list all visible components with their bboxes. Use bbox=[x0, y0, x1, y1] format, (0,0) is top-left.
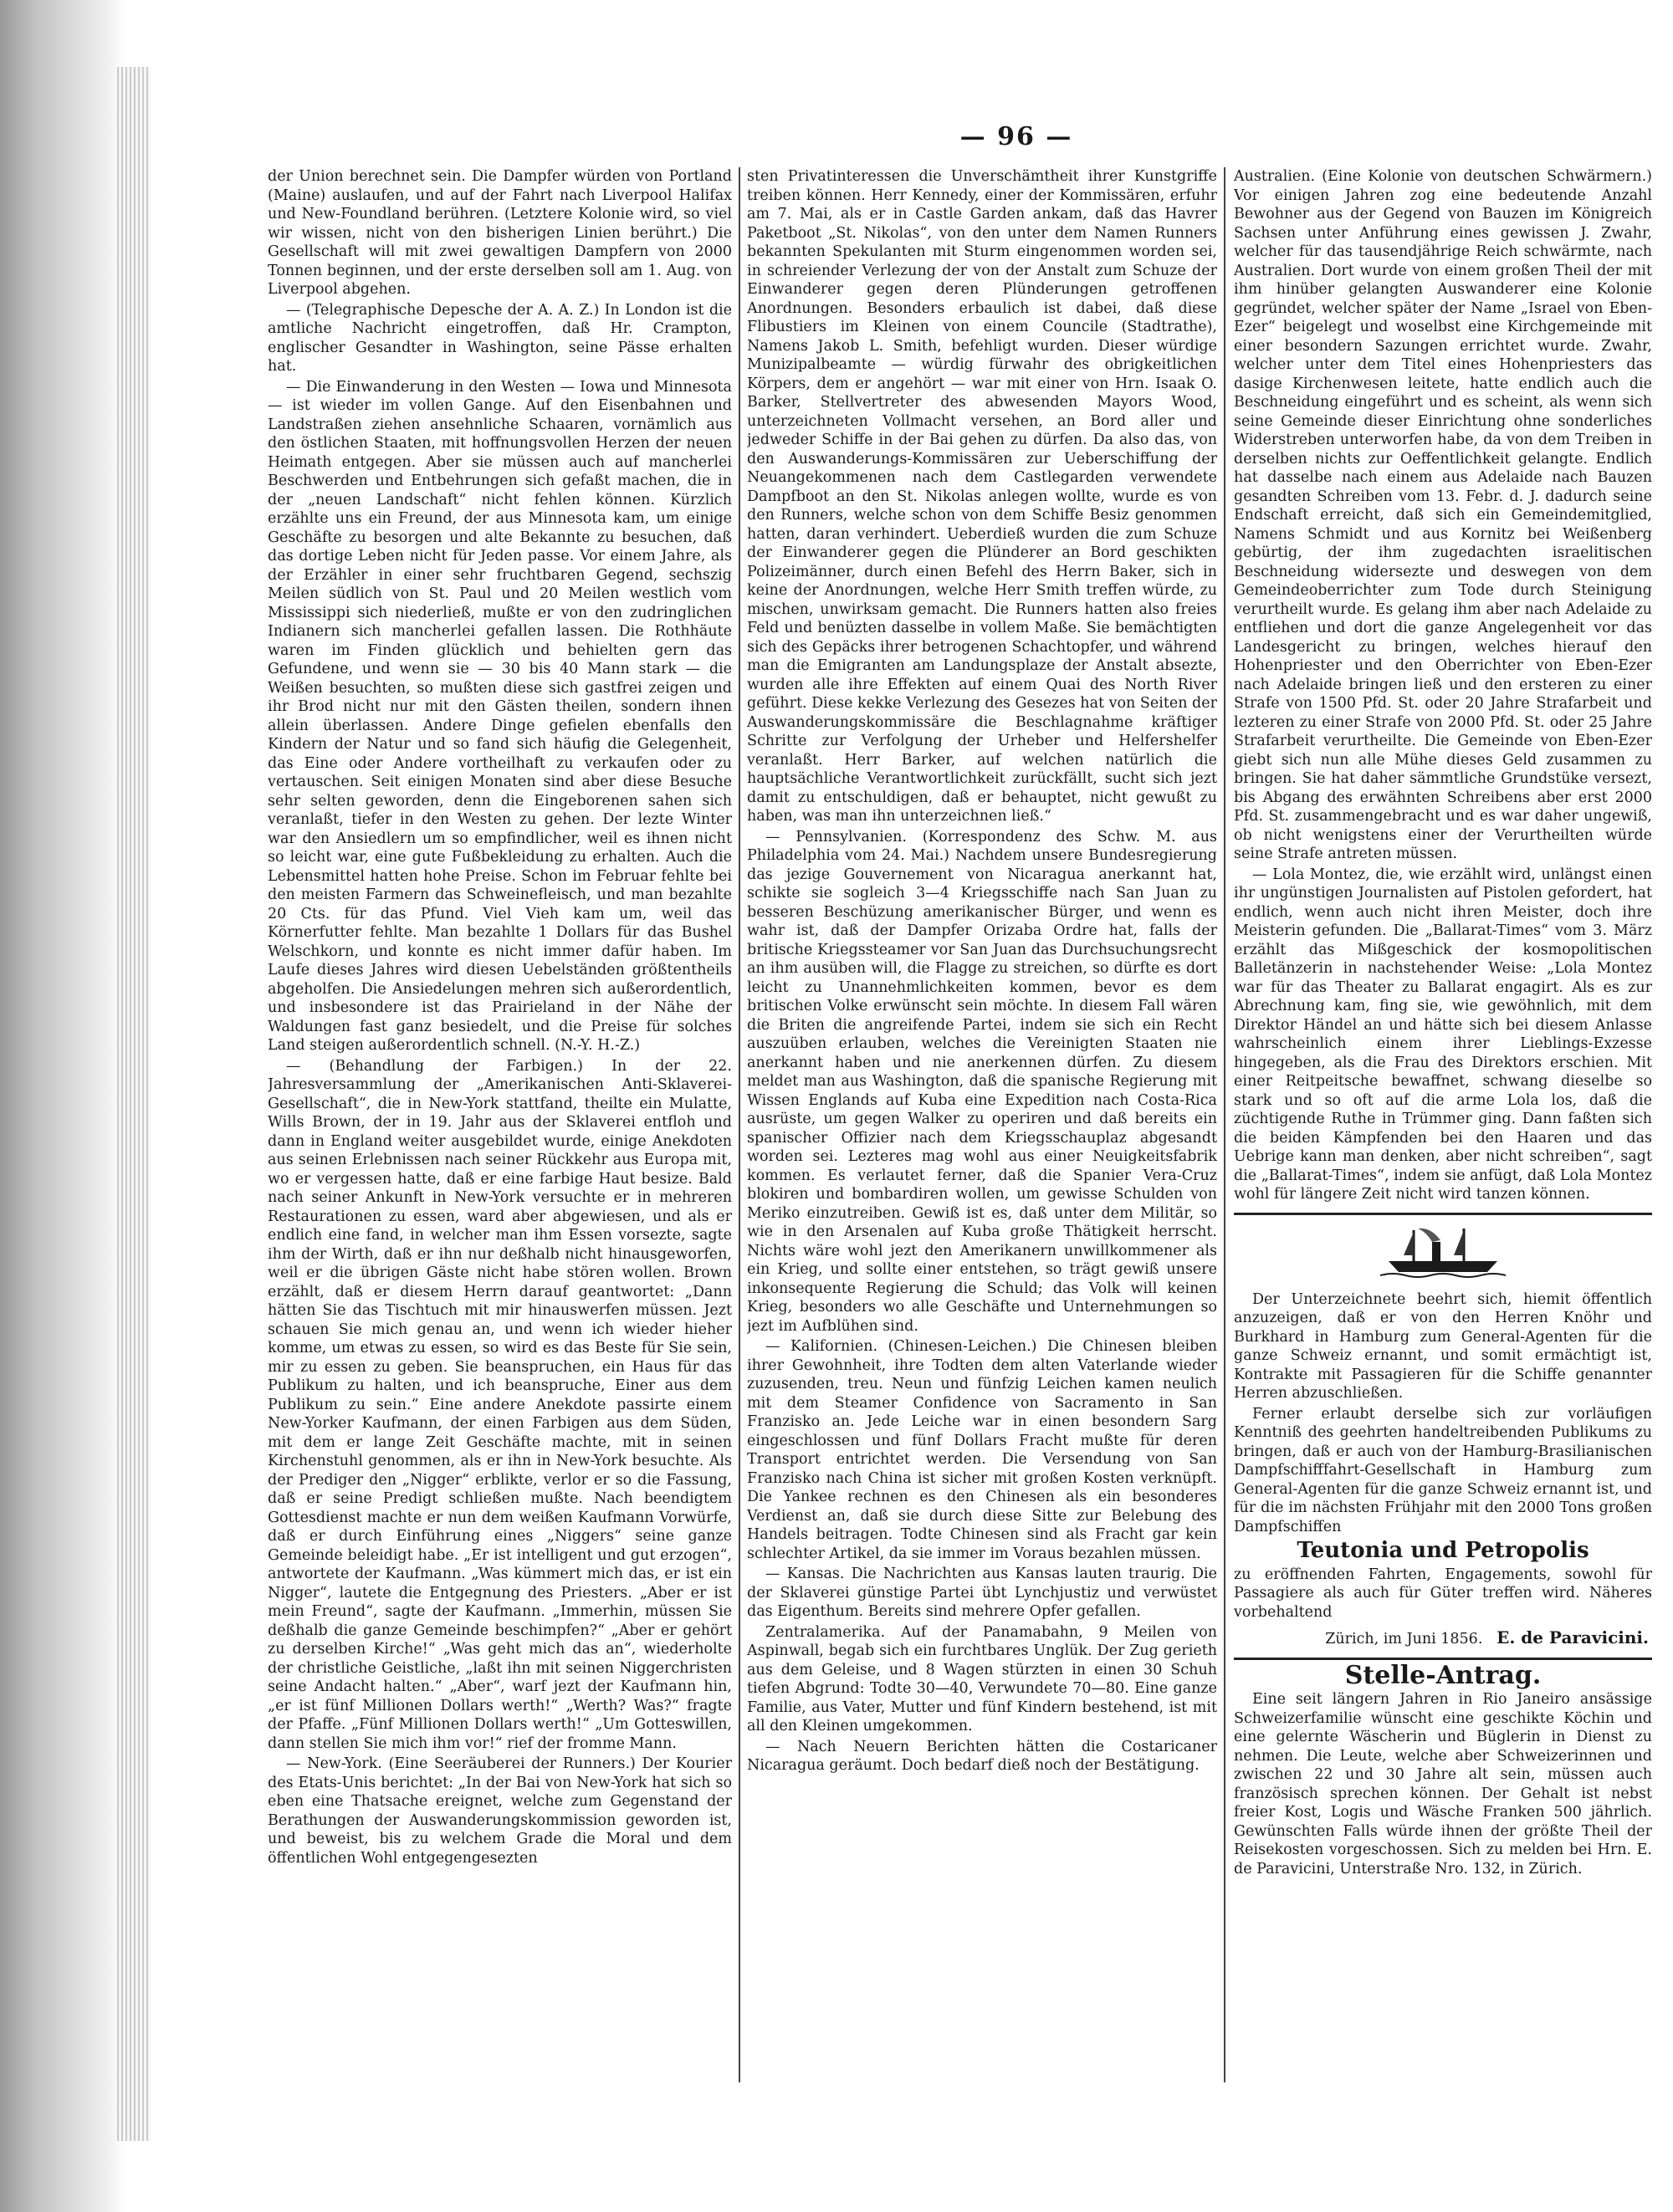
article-paragraph: — Kansas. Die Nachrichten aus Kansas lauten traurig. Die der Sklaverei günstige Partei übt Lynchjustiz und verwüstet das Eigenthum. Bereits sind mehrere Opfer gefallen. bbox=[747, 1566, 1217, 1620]
ad-intro: Der Unterzeichnete beehrt sich, hiemit öffentlich anzuzeigen, daß er von den Herren Knöhr und Burkhard in Hamburg zum General-Agenten für die ganze Schweiz ernannt, und somit ermächtigt ist, Kontrakte mit Passagieren für die Schiffe genannter Herren abzuschließen. bbox=[1234, 1290, 1652, 1402]
job-ad-body: Eine seit längern Jahren in Rio Janeiro ansässige Schweizerfamilie wünscht eine geschikte Köchin und eine gelernte Wäscherin und Büglerin in Dienst zu nehmen. Die Leute, welche aber Schweizerinnen und zwischen 22 und 30 Jahre alt sein, müssen auch französisch sprechen können. Der Gehalt ist nebst freier Kost, Logis und Wäsche Franken 500 jährlich. Gewünschten Falls würde ihnen der größte Theil der Reisekosten vorgeschossen. Sich zu melden bei Hrn. E. de Paravicini, Unterstraße Nro. 132, in Zürich. bbox=[1234, 1691, 1652, 1877]
job-advertisement bbox=[1234, 1660, 1652, 1879]
article-paragraph: Zentralamerika. Auf der Panamabahn, 9 Meilen von Aspinwall, begab sich ein furchtbares Unglük. Der Zug gerieth aus dem Geleise, und 8 Wagen stürzten in einen 30 Schuh tiefen Abgrund: Todte 30—40, Verwundete 70—80. Eine ganze Familie, aus Vater, Mutter und fünf Kindern bestehend, ist mit all den Kleinen umgekommen. bbox=[747, 1623, 1217, 1734]
article-paragraph: — Kalifornien. (Chinesen-Leichen.) Die Chinesen bleiben ihrer Gewohnheit, ihre Todten dem alten Vaterlande wieder zuzusenden, treu. Neun und fünfzig Leichen kamen neulich mit dem Steamer Confidence von Sacramento in San Franzisko an. Jede Leiche war in einen besondern Sarg eingeschlossen und fünf Dollars Fracht mußte für deren Transport entrichtet werden. Die Versendung von San Franzisko nach China ist sicher mit großen Kosten verknüpft. Die Yankee rechnen es den Chinesen als ein besonderes Verdienst an, daß sie durch diese Sitte zur Belebung des Handels beitragen. Todte Chinesen sind als Fracht gar kein schlechter Artikel, da sie immer im Voraus bezahlen müssen. bbox=[747, 1338, 1217, 1562]
page-number-value: 96 bbox=[997, 122, 1036, 151]
section-separator bbox=[1234, 1213, 1652, 1215]
article-paragraph: — (Telegraphische Depesche der A. A. Z.) In London ist die amtliche Nachricht eingetroffen, daß Hr. Crampton, englischer Gesandter in Washington, seine Pässe erhalten hat. bbox=[268, 301, 732, 375]
steamship-icon bbox=[1380, 1223, 1506, 1282]
article-paragraph: Australien. (Eine Kolonie von deutschen Schwärmern.) Vor einigen Jahren zog eine bedeutende Anzahl Bewohner aus der Gegend von Bauzen im Königreich Sachsen unter Anführung eines gewissen J. Zwahr, welcher für das tausendjährige Reich schwärmte, nach Australien. Dort wurde von einem großen Theil der mit ihm hinüber gelangten Auswanderer eine Kolonie gegründet, welcher später der Name „Israel von Eben-Ezer“ beigelegt und woselbst eine Kirchgemeinde mit einer besondern Sazungen errichtet wurde. Zwahr, welcher unter dem Titel eines Hohenpriesters das dasige Kirchenwesen leitete, hatte endlich auch die Beschneidung eingeführt und es scheint, als wenn sich seine Gemeinde dieser Einrichtung ohne sonderliches Widerstreben unterworfen habe, da von dem Treiben in derselben nichts zur Oeffentlichkeit gelangte. Endlich hat dasselbe nach einem aus Adelaide nach Bauzen gesandten Schreiben vom 13. Febr. d. J. dadurch seine Endschaft erreicht, daß sich ein Gemeindemitglied, Namens Schmidt und aus Kornitz bei Weißenberg gebürtig, der ihm zugedachten israelitischen Beschneidung widersezte und deswegen von dem Gemeindeoberrichter zum Tode durch Steinigung verurtheilt wurde. Es gelang ihm aber nach Adelaide zu entfliehen und dort die ganze Angelegenheit vor das Landesgericht zu bringen, welches hierauf den Hohenpriester und den Oberrichter von Eben-Ezer nach Adelaide bringen ließ und den ersteren zu einer Strafe von 1500 Pfd. St. oder 20 Jahre Strafarbeit und lezteren zu einer Strafe von 2000 Pfd. St. oder 25 Jahre Strafarbeit verurtheilte. Die Gemeinde von Eben-Ezer giebt sich nun alle Mühe dieses Geld zusammen zu bringen. Sie hat daher sämmtliche Grundstüke versezt, bis Abgang des erwähnten Schreibens aber erst 2000 Pfd. St. zusammengebracht und es war daher ungewiß, ob nicht wenigstens einer der Verurtheilten würde seine Strafe antreten müssen. bbox=[1234, 168, 1652, 862]
column-rule bbox=[739, 167, 740, 2082]
ad-signature: E. de Paravicini. bbox=[1496, 1627, 1649, 1648]
ad-body: Ferner erlaubt derselbe sich zur vorläufigen Kenntniß des geehrten handeltreibenden Publikums zu bringen, daß er auch von der Hamburg-Brasilianischen Dampfschifffahrt-Gesellschaft in Hamburg zum General-Agenten für die ganze Schweiz ernannt ist, und für die im nächsten Frühjahr mit den 2000 Tons großen Dampfschiffen bbox=[1234, 1405, 1652, 1535]
article-paragraph: der Union berechnet sein. Die Dampfer würden von Portland (Maine) auslaufen, und auf der Fahrt nach Liverpool Halifax und New-Foundland berühren. (Letztere Kolonie wird, so viel wir wissen, nicht von den bisherigen Linien berührt.) Die Gesellschaft will mit zwei gewaltigen Dampfern von 2000 Tonnen beginnen, und der erste derselben soll am 1. Aug. von Liverpool abgehen. bbox=[268, 168, 732, 298]
ad-closing: zu eröffnenden Fahrten, Engagements, sowohl für Passagiere als auch für Güter treffen wird. Näheres vorbehaltend bbox=[1234, 1566, 1652, 1621]
section-separator bbox=[1234, 1658, 1652, 1660]
article-paragraph: — Nach Neuern Berichten hätten die Costaricaner Nicaragua geräumt. Doch bedarf dieß noch der Bestätigung. bbox=[747, 1738, 1217, 1774]
article-paragraph: — Pennsylvanien. (Korrespondenz des Schw. M. aus Philadelphia vom 24. Mai.) Nachdem unsere Bundesregierung das jezige Gouvernement von Nicaragua anerkannt hat, schikte sie sogleich 3—4 Kriegsschiffe nach San Juan zu besseren Beschüzung amerikanischer Bürger, und wenn es wahr ist, daß der Dampfer Orizaba Ordre hat, falls der britische Kriegssteamer vor San Juan das Durchsuchungsrecht an ihm ausüben will, die Flagge zu streichen, so dürfte es dort leicht zu Unannehmlichkeiten kommen, bevor es dem britischen Volke erwünscht sein möchte. In diesem Fall wären die Briten die angreifende Partei, indem sie sich ein Recht auszuüben erlauben, welches die Vereinigten Staaten nie anerkannt haben und nie anerkennen dürfen. Zu diesem meldet man aus Washington, daß die spanische Regierung mit Wissen Englands auf Kuba eine Expedition nach Costa-Rica ausrüste, um gegen Walker zu operiren und daß bereits ein spanischer Offizier nach dem Kriegsschauplaz abgesandt worden sei. Lezteres mag wohl aus einer Neuigkeitsfabrik kommen. Es verlautet ferner, daß die Spanier Vera-Cruz blokiren und bombardiren wollen, um gewisse Schulden von Meriko einzutreiben. Gewiß ist es, daß unter dem Militär, so wie in den Arsenalen auf Kuba große Thätigkeit herrscht. Nichts wäre wohl jezt den Amerikanern unwillkommener als ein Krieg, und sollte einer entstehen, so trägt gewiß unsere inkonsequente Regierung die Schuld; das Volk will keinen Krieg, besonders wo alle Geschäfte und Unternehmungen so jezt im Aufblühen sind. bbox=[747, 828, 1217, 1335]
ad-place-date: Zürich, im Juni 1856. bbox=[1325, 1631, 1483, 1648]
article-paragraph: sten Privatinteressen die Unverschämtheit ihrer Kunstgriffe treiben können. Herr Kennedy, einer der Kommissären, erfuhr am 7. Mai, als er in Castle Garden ankam, daß das Havrer Paketboot „St. Nikolas“, von den unter dem Namen Runners bekannten Spekulanten mit Sturm eingenommen worden sei, in schreiender Verlezung der von der Anstalt zum Schuze der Einwanderer gegen deren Plünderungen getroffenen Anordnungen. Besonders erbaulich ist dabei, daß diese Flibustiers im Kleinen von einem Councile (Stadtrathe), Namens Jakob L. Smith, befehligt wurden. Dieser würdige Munizipalbeamte — würdig fürwahr des obrigkeitlichen Körpers, dem er angehört — war mit einer von Hrn. Isaak O. Barker, Stellvertreter des abwesenden Mayors Wood, unterzeichneten Vollmacht versehen, an Bord aller und jedweder Schiffe in der Bai gehen zu dürfen. Da also das, von den Auswanderungs-Kommissären zur Ueberschiffung der Neuangekommenen nach dem Castlegarden verwendete Dampfboot an den St. Nikolas anlegen wollte, wurde es von den Runners, welche schon von dem Schiffe Besiz genommen hatten, daran verhindert. Ueberdieß wurden die zum Schuze der Einwanderer gegen die Plünderer an Bord geschikten Polizeimänner, durch einen Befehl des Herrn Baker, sich in keine der Anordnungen, welche Herr Smith treffen würde, zu mischen, unwirksam gemacht. Die Runners hatten also freies Feld und benüzten dasselbe in vollem Maße. Sie bemächtigten sich des Gepäcks ihrer betrogenen Schachtopfer, und während man die Emigranten am Landungsplaze der Anstalt absezte, wurden alle ihre Effekten auf einem Quai des North River geführt. Diese kekke Verlezung des Gesezes hat von Seiten der Auswanderungskommissäre die Beschlagnahme kräftiger Schritte zur Verfolgung der Urheber und Helfershelfer veranlaßt. Herr Barker, auf welchen natürlich die hauptsächliche Verantwortlichkeit zurückfällt, sucht sich jezt damit zu entschuldigen, daß er behauptet, nicht gewußt zu haben, was man ihn unterzeichnen ließ.“ bbox=[747, 168, 1217, 825]
newspaper-page bbox=[146, 117, 1652, 2191]
shipping-advertisement bbox=[1234, 1223, 1652, 1649]
page-number: — 96 — bbox=[959, 122, 1073, 151]
column-3 bbox=[1234, 167, 1652, 2082]
article-paragraph: — Die Einwanderung in den Westen — Iowa und Minnesota — ist wieder im vollen Gange. Auf den Eisenbahnen und Landstraßen ziehen ansehnliche Schaaren, vornämlich aus den östlichen Staaten, mit hoffnungsvollen Herzen der neuen Heimath entgegen. Aber sie müssen auch auf mancherlei Beschwerden und Entbehrungen sich gefaßt machen, die in der „neuen Landschaft“ nicht fehlen können. Kürzlich erzählte uns ein Freund, der aus Minnesota kam, um einige Geschäfte zu besorgen und alte Bekannte zu besuchen, daß das dortige Leben nicht für Jeden passe. Vor einem Jahre, als der Erzähler in einer sehr fruchtbaren Gegend, sechszig Meilen südlich von St. Paul und 20 Meilen westlich vom Mississippi sich niederließ, mußte er von den zudringlichen Indianern sich mancherlei gefallen lassen. Die Rothhäute waren im Finden glücklich und behielten gern das Gefundene, und wenn sie — 30 bis 40 Mann stark — die Weißen besuchten, so mußten diese sich gastfrei zeigen und ihr Brod nicht nur mit den Gästen theilen, sondern ihnen allein überlassen. Andere Dinge gefielen ebenfalls den Kindern der Natur und so fand sich häufig die Gelegenheit, das Eine oder Andere vortheilhaft zu verkaufen oder zu vertauschen. Seit einigen Monaten sind aber diese Besuche sehr selten geworden, denn die Eingeborenen sahen sich veranlaßt, tiefer in den Westen zu gehen. Der lezte Winter war den Ansiedlern um so empfindlicher, weil es ihnen nicht so leicht war, eine gute Fußbekleidung zu erhalten. Auch die Lebensmittel hatten hohe Preise. Schon im Februar fehlte bei den meisten Farmern das Schweinefleisch, und man bezahlte 20 Cts. für das Pfund. Viel Vieh kam um, weil das Körnerfutter fehlte. Man bezahlte 1 Dollars für das Bushel Welschkorn, und konnte es nicht immer dafür haben. Im Laufe dieses Jahres wird diesen Uebelständen größtentheils abgeholfen. Die Ansiedelungen mehren sich außerordentlich, und insbesondere ist das Prairieland in der Nähe der Waldungen fast ganz besiedelt, und die Preise für solches Land steigen außerordentlich schnell. (N.-Y. H.-Z.) bbox=[268, 378, 732, 1054]
article-paragraph: — (Behandlung der Farbigen.) In der 22. Jahresversammlung der „Amerikanischen Anti-Sklaverei-Gesellschaft“, die in New-York stattfand, theilte ein Mulatte, Wills Brown, der in 19. Jahr aus der Sklaverei entfloh und dann in England weiter ausgebildet wurde, einige Anekdoten aus seinen Erlebnissen nach seiner Rückkehr aus Europa mit, wo er vergessen hatte, daß er eine farbige Haut besize. Bald nach seiner Ankunft in New-York versuchte er in mehreren Restaurationen zu essen, ward aber abgewiesen, und als er endlich eine fand, in welcher man ihm Essen vorsezte, sagte ihm der Wirth, daß er ihn nur deßhalb nicht hinausgeworfen, weil er die übrigen Gäste nicht habe stören wollen. Brown erzählt, daß er diesem Herrn darauf geantwortet: „Dann hätten Sie das Tischtuch mit mir hinauswerfen müssen. Jezt schauen Sie mich genau an, und wenn ich wieder hieher komme, um etwas zu essen, so wird es das Beste für Sie sein, mir zu essen zu geben. Sie beanspruchen, ein Haus für das Publikum zu halten, und ich beanspruche, Einer aus dem Publikum zu sein.“ Eine andere Anekdote passirte einem New-Yorker Kaufmann, der einen Farbigen aus dem Süden, mit dem er lange Zeit Geschäfte machte, mit in seinen Kirchenstuhl genommen, als er ihn in New-York besuchte. Als der Prediger den „Nigger“ erblikte, verlor er so die Fassung, daß er seine Predigt schließen mußte. Nach beendigtem Gottesdienst machte er nun dem weißen Kaufmann Vorwürfe, daß er durch Einführung eines „Niggers“ seine ganze Gemeinde beleidigt habe. „Er ist intelligent und gut erzogen“, antwortete der Kaufmann. „Was kümmert mich das, er ist ein Nigger“, lautete die Entgegnung des Priesters. „Aber er ist mein Freund“, sagte der Kaufmann. „Immerhin, müssen Sie deßhalb die ganze Gemeinde beschimpfen?“ „Aber er gehört zu derselben Kirche!“ „Was geht mich das an“, wiederholte der christliche Geistliche, „laßt ihn mit seinen Niggerchristen seine Andacht halten.“ „Aber“, warf jezt der Kaufmann hin, „er ist fünf Millionen Dollars werth!“ „Werth? Was?“ fragte der Pfaffe. „Fünf Millionen Dollars werth!“ „Um Gotteswillen, dann stellen Sie mich ihm vor!“ rief der fromme Mann. bbox=[268, 1057, 732, 1752]
article-paragraph: — New-York. (Eine Seeräuberei der Runners.) Der Kourier des Etats-Unis berichtet: „In der Bai von New-York hat sich so eben eine Thatsache ereignet, welche zum Gegenstand der Berathungen der Auswanderungskommission geworden ist, und beweist, bis zu welchem Grade die Moral und dem öffentlichen Wohl entgegengesezten bbox=[268, 1755, 732, 1867]
job-ad-title: Stelle-Antrag. bbox=[1344, 1660, 1542, 1690]
column-2 bbox=[747, 167, 1217, 2082]
article-paragraph: — Lola Montez, die, wie erzählt wird, unlängst einen ihr ungünstigen Journalisten auf Pistolen gefordert, hat endlich, wenn auch nicht ihren Meister, doch ihre Meisterin gefunden. Die „Ballarat-Times“ vom 3. März erzählt das Mißgeschick der kosmopolitischen Balletänzerin in nachstehender Weise: „Lola Montez war für das Theater zu Ballarat engagirt. Als es zur Abrechnung kam, fing sie, wie gewöhnlich, mit dem Direktor Händel an und hätte sich bei diesem Anlasse wahrscheinlich einem ihrer Lieblings-Exzesse hingegeben, als die Frau des Direktors erschien. Mit einer Reitpeitsche bewaffnet, schwang dieselbe so stark und so oft auf die arme Lola los, daß die züchtigende Ruthe in Trümmer ging. Dann faßten sich die beiden Kämpfenden bei den Haaren und das Uebrige kann man denken, aber nicht schreiben“, sagt die „Ballarat-Times“, indem sie anfügt, daß Lola Montez wohl für längere Zeit nicht wird tanzen können. bbox=[1234, 866, 1652, 1203]
book-binding-edge bbox=[0, 0, 125, 2212]
column-rule bbox=[1224, 167, 1225, 2082]
ship-names: Teutonia und Petropolis bbox=[1297, 1538, 1589, 1563]
ad-signature-line bbox=[1234, 1628, 1649, 1649]
column-1 bbox=[268, 167, 732, 2082]
page-stack-edge bbox=[117, 67, 151, 2141]
